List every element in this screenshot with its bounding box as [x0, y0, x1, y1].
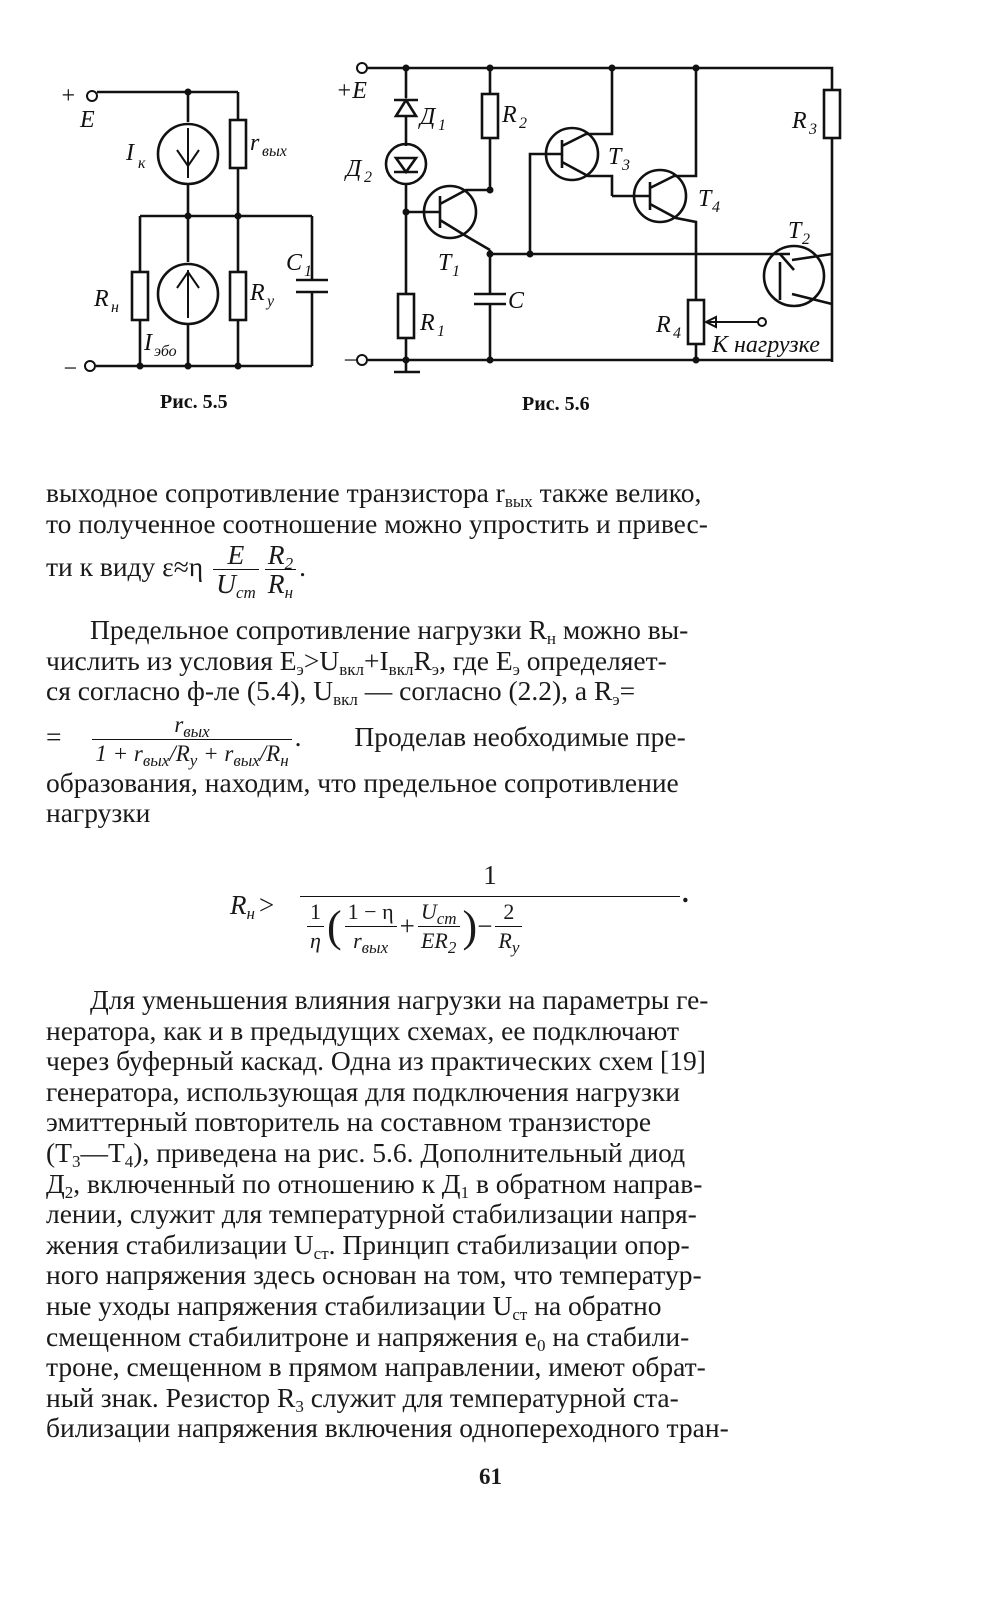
para-3-line-1: Для уменьшения влияния нагрузки на параметры ге- — [90, 984, 709, 1015]
para-3-line-2: нератора, как и в предыдущих схемах, ее подключают — [46, 1014, 679, 1046]
label-t3: T — [608, 144, 622, 170]
para-3-line-13: троне, смещенном в прямом направлении, имеют обрат- — [46, 1351, 706, 1383]
label-d1-sub: 1 — [438, 117, 446, 134]
transistor-t2 — [764, 246, 824, 306]
label-t2-sub: 2 — [802, 231, 810, 248]
page-number: 61 — [479, 1464, 502, 1489]
para-2-line-1: Предельное сопротивление нагрузки $R_н$ можно вы- — [90, 614, 689, 648]
caption-fig-5-5: Рис. 5.5 — [160, 391, 228, 413]
label-rn-sub: н — [111, 299, 119, 316]
para-3-line-6: $(T_3—T_4)$, приведена на рис. 5.6. Дополнительный диод — [46, 1136, 686, 1171]
label-ry-sub: у — [267, 293, 275, 310]
para-3-line-5: эмиттерный повторитель на составном транзисторе — [46, 1106, 652, 1138]
label-c1-sub: 1 — [304, 263, 312, 280]
label-r1: R — [420, 310, 435, 336]
formula-end-dot: . — [682, 878, 689, 908]
para-3-line-3: через буферный каскад. Одна из практических схем [19] — [46, 1045, 706, 1077]
fraction-r2-rn: $\frac{R_2}{R_н}$ — [265, 541, 296, 598]
label-r4-sub: 4 — [673, 325, 681, 342]
para-1-line-3: ти к виду ε≈η $\frac{E}{U_{ст}}$ $\frac{R_2}{R_н}$ . — [46, 539, 306, 603]
label-plus: + — [60, 83, 77, 109]
resistor-r1 — [398, 294, 414, 338]
formula-fraction-bar — [300, 896, 680, 897]
para-3-line-15: билизации напряжения включения однопереходного тран- — [46, 1412, 729, 1444]
label-d2: Д — [346, 156, 362, 182]
resistor-rn — [132, 272, 148, 320]
label-d1: Д — [420, 104, 436, 130]
formula-lhs: $R_н$ > — [230, 890, 275, 923]
label-load: К нагрузке — [712, 332, 820, 358]
fraction-re: $\frac{r_{вых}}{1 + r_{вых}/R_у + r_{вых}/R_н}$ — [92, 711, 291, 768]
display-formula — [220, 860, 720, 970]
label-iebo-sub: эбо — [154, 343, 177, 360]
label-c: C — [508, 288, 525, 314]
resistor-r3 — [824, 90, 840, 138]
resistor-r2 — [482, 94, 498, 138]
label-ik: I — [126, 140, 134, 166]
label-rn: R — [94, 286, 109, 312]
terminal-plus-e — [357, 63, 367, 73]
label-iebo: I — [144, 330, 152, 356]
terminal-plus — [87, 91, 97, 101]
text-block-1 — [46, 477, 862, 603]
formula-denominator: $\frac{1}{\eta}$ ( $\frac{1 - \eta}{r_{вых}}$ + $\frac{U_{ст}}{ER_2}$ )− $\frac{2}{R_у}$ — [304, 898, 525, 955]
para-3-line-8: лении, служит для температурной стабилизации напря- — [46, 1198, 697, 1230]
caption-fig-5-6: Рис. 5.6 — [522, 393, 590, 415]
terminal-minus — [85, 361, 95, 371]
label-minus: − — [62, 356, 79, 382]
para-3-line-11: ные уходы напряжения стабилизации $U_{ст}$ на обратно — [46, 1289, 662, 1324]
label-e: E — [80, 107, 95, 133]
label-r3-sub: 3 — [809, 121, 817, 138]
capacitor-c1 — [296, 216, 328, 366]
label-r2: R — [502, 102, 517, 128]
label-r3: R — [792, 108, 807, 134]
label-r-vyh: r — [250, 130, 260, 156]
para-3-line-14: ный знак. Резистор $R_3$ служит для температурной ста- — [46, 1381, 679, 1416]
para-2-line-5: образования, находим, что предельное сопротивление — [46, 766, 679, 798]
para-2-line-6: нагрузки — [46, 797, 151, 829]
para-3-line-10: ного напряжения здесь основан на том, что температур- — [46, 1259, 702, 1291]
para-3-line-12: смещенном стабилитроне и напряжения $e_0$ на стабили- — [46, 1320, 690, 1355]
label-minus-6: − — [342, 348, 359, 374]
para-3-line-7: $Д_2$, включенный по отношению к $Д_1$ в обратном направ- — [46, 1167, 703, 1202]
resistor-ry — [230, 272, 246, 320]
para-3-line-4: генератора, использующая для подключения нагрузки — [46, 1075, 680, 1107]
label-t4: T — [698, 186, 712, 212]
label-r1-sub: 1 — [437, 323, 445, 340]
label-c1: C — [286, 250, 303, 276]
circuit-diagrams — [0, 0, 981, 420]
diode-d2-circle — [386, 144, 426, 184]
resistor-r4 — [688, 300, 704, 344]
label-r2-sub: 2 — [519, 115, 527, 132]
label-t3-sub: 3 — [622, 157, 630, 174]
label-r-vyh-sub: вых — [262, 143, 287, 160]
text-block-3 — [46, 985, 862, 1444]
capacitor-c — [474, 250, 506, 360]
label-ik-sub: к — [138, 155, 146, 172]
para-2-line-4: = $\frac{r_{вых}}{1 + r_{вых}/R_у + r_{вых}/R_н}$ . Проделав необходимые пре- — [46, 711, 686, 770]
diode-d2 — [394, 158, 418, 172]
resistor-r-vyh — [230, 120, 246, 168]
diode-d1 — [394, 100, 418, 116]
para-1-line-1: выходное сопротивление транзистора $r_{вых}$ также велико, — [46, 477, 702, 511]
para-2-line-3: ся согласно ф-ле (5.4), $U_{вкл}$ — согласно (2.2), а $R_э=$ — [46, 675, 636, 710]
label-r4: R — [656, 312, 671, 338]
fraction-e-ust: $\frac{E}{U_{ст}}$ — [213, 541, 259, 598]
label-plus-e: +E — [336, 78, 367, 104]
label-t1: T — [438, 250, 452, 276]
terminal-minus-6 — [357, 355, 367, 365]
label-t4-sub: 4 — [712, 199, 720, 216]
label-d2-sub: 2 — [364, 169, 372, 186]
para-1-line-2: то полученное соотношение можно упростить и привес- — [46, 507, 708, 539]
figures-area — [0, 0, 981, 420]
para-2-line-2: числить из условия $E_э>U_{вкл}+I_{вкл}R_э$, где $E_э$ определяет- — [46, 644, 667, 679]
label-t2: T — [788, 218, 802, 244]
text-block-2 — [46, 615, 862, 829]
label-ry: R — [250, 280, 265, 306]
formula-numerator: 1 — [483, 860, 497, 890]
label-t1-sub: 1 — [452, 263, 460, 280]
para-3-line-9: жения стабилизации $U_{ст}$. Принцип стабилизации опор- — [46, 1228, 690, 1263]
fig-5-5-schematic — [85, 89, 328, 372]
